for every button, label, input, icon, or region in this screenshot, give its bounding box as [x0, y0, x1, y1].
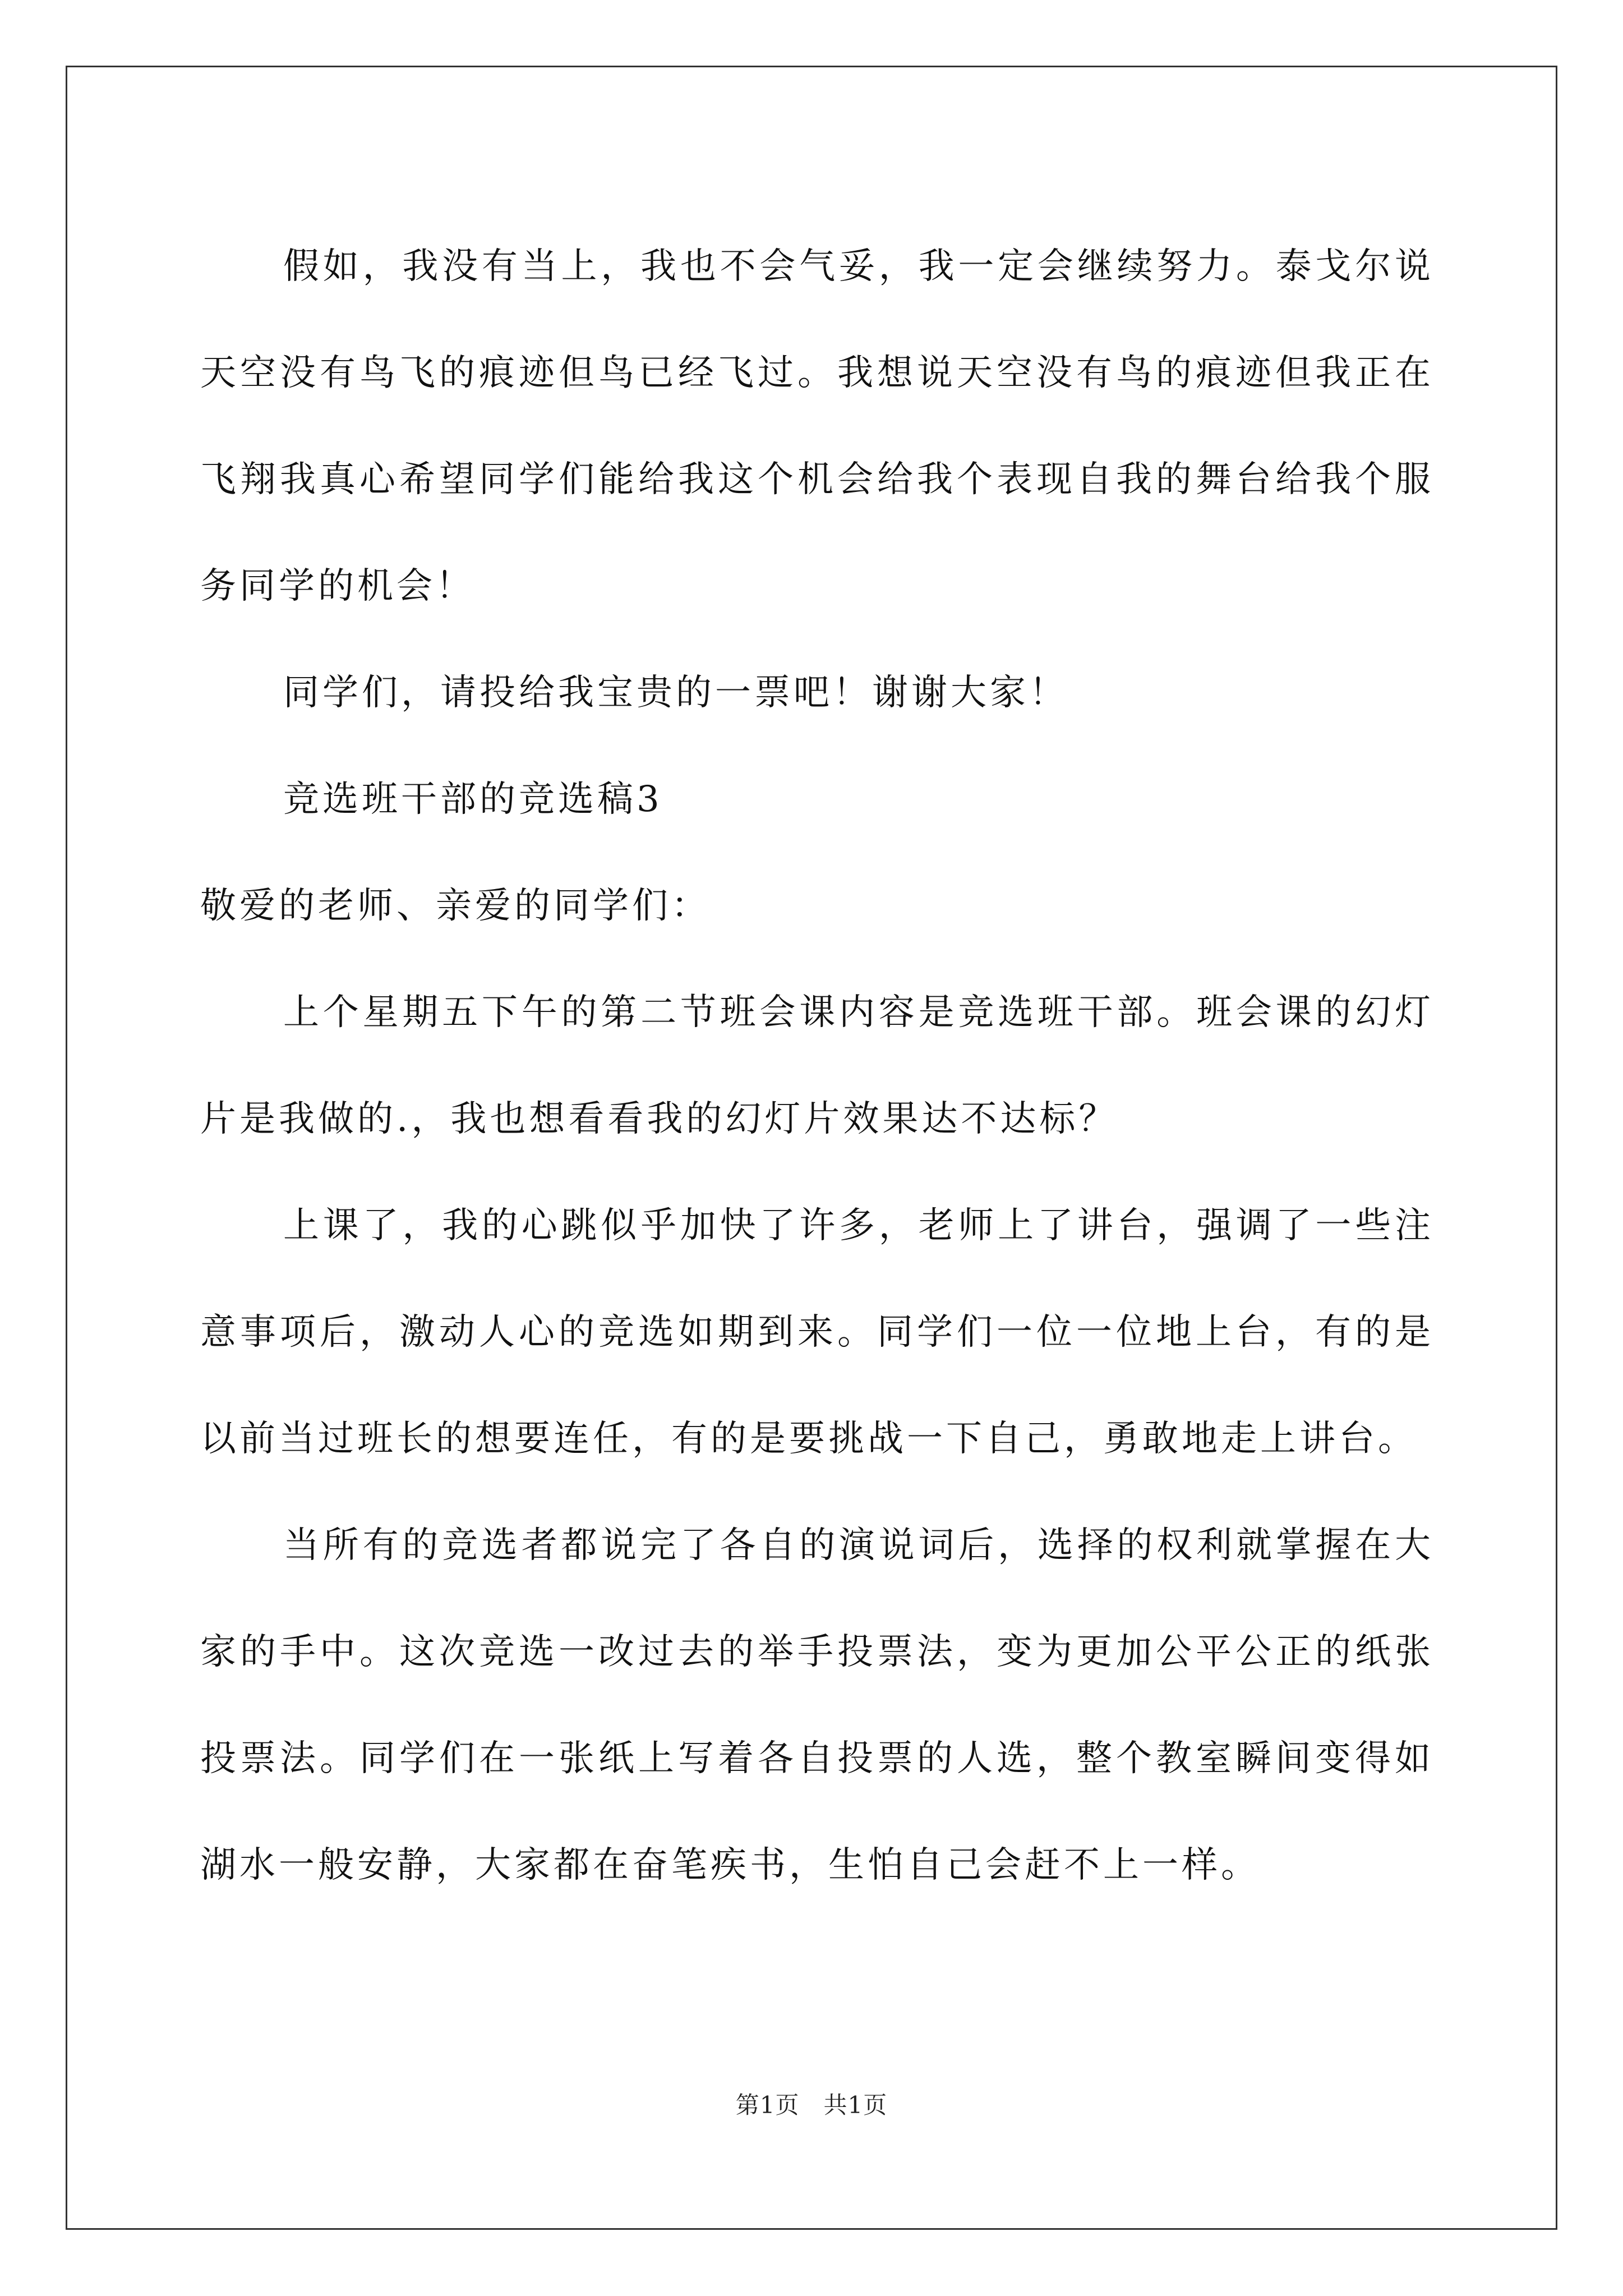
paragraph-1: 假如，我没有当上，我也不会气妥，我一定会继续努力。泰戈尔说天空没有鸟飞的痕迹但鸟已经飞过。我想说天空没有鸟的痕迹但我正在飞翔我真心希望同学们能给我这个机会给我个表现自我的舞台给我个服务同学的机会！: [200, 246, 1434, 607]
paragraph-6: 上课了，我的心跳似乎加快了许多，老师上了讲台，强调了一些注意事项后，激动人心的竞选如期到来。同学们一位一位地上台，有的是以前当过班长的想要连任，有的是要挑战一下自己，勇敢地走上讲台。: [200, 1205, 1434, 1460]
page-number-footer: 第1页 共1页: [735, 2091, 888, 2119]
document-body: [200, 213, 1434, 1918]
paragraph-2: 同学们，请投给我宝贵的一票吧！谢谢大家！: [283, 672, 1068, 714]
section-heading: 竞选班干部的竞选稿3: [283, 779, 663, 820]
paragraph-7: 当所有的竞选者都说完了各自的演说词后，选择的权利就掌握在大家的手中。这次竞选一改过去的举手投票法，变为更加公平公正的纸张投票法。同学们在一张纸上写着各自投票的人选，整个教室瞬间变得如湖水一般安静，大家都在奋笔疾书，生怕自己会赶不上一样。: [200, 1525, 1434, 1886]
salutation: 敬爱的老师、亲爱的同学们：: [200, 885, 711, 927]
paragraph-5: 上个星期五下午的第二节班会课内容是竞选班干部。班会课的幻灯片是我做的.，我也想看看我的幻灯片效果达不达标？: [200, 992, 1434, 1140]
